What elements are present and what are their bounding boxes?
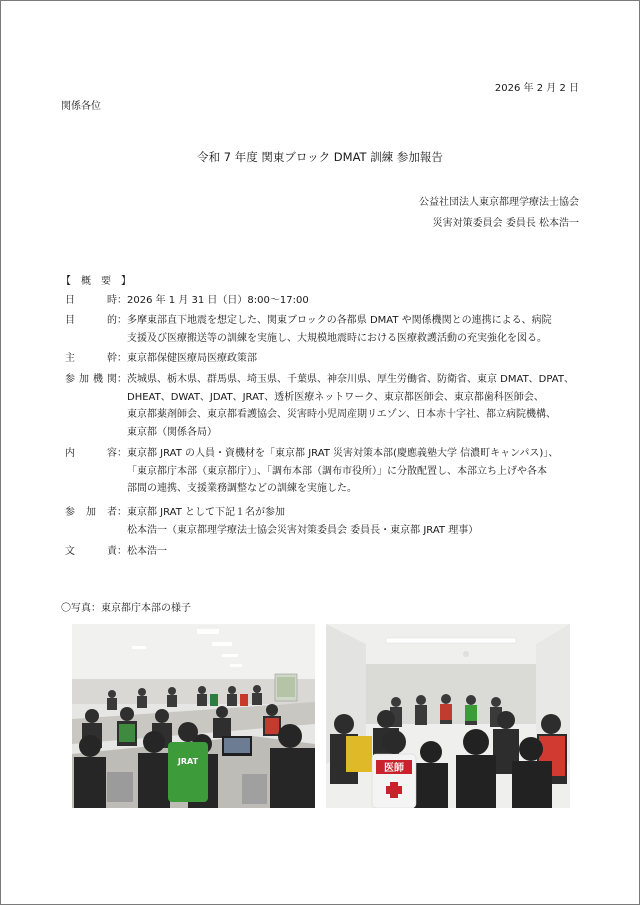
overview-row-participating-agencies xyxy=(61,371,586,441)
photo-headquarters-crowd xyxy=(326,624,570,808)
overview-row-participants xyxy=(61,504,586,539)
sender-organization: 公益社団法人東京都理学療法士協会 xyxy=(419,197,579,208)
row-label: 参加者 xyxy=(65,507,117,518)
document-title: 令和 7 年度 関東ブロック DMAT 訓練 参加報告 xyxy=(197,150,443,164)
overview-row-author-responsibility xyxy=(61,543,586,561)
vest-label-doctor: 医師 xyxy=(384,763,404,774)
row-value-line: 支援及び医療搬送等の訓練を実施し、大規模地震時における医療救護活動の充実強化を図る。 xyxy=(127,332,547,344)
row-colon: ： xyxy=(117,507,127,518)
row-value-line: 松本浩一 xyxy=(127,546,167,557)
row-colon: ： xyxy=(117,353,127,364)
addressee: 関係各位 xyxy=(61,101,101,112)
row-colon: ： xyxy=(117,448,127,459)
row-value-line: DHEAT、DWAT、JDAT、JRAT、透析医療ネットワーク、東京都医師会、東京都歯科医師会、 xyxy=(127,391,544,403)
row-label: 主幹 xyxy=(65,353,117,364)
headquarters-crowd-illustration xyxy=(326,624,570,808)
row-label: 参加機関 xyxy=(65,374,117,385)
row-value-line: 2026 年 1 月 31 日（日）8:00〜17:00 xyxy=(127,295,309,306)
row-colon: ： xyxy=(117,315,127,326)
row-label: 日時 xyxy=(65,295,117,306)
vest-label-jrat: JRAT xyxy=(177,757,199,766)
row-value-line: 「東京都庁本部（東京都庁）」、「調布本部（調布市役所）」に分散配置し、本部立ち上げや各本 xyxy=(127,465,547,477)
overview-row-purpose xyxy=(61,312,586,347)
overview-row-content xyxy=(61,445,586,498)
row-value-line: 東京都保健医療局医療政策部 xyxy=(127,353,257,364)
row-value-line: 東京都（関係各局） xyxy=(127,426,217,438)
row-colon: ： xyxy=(117,374,127,385)
row-value-line: 部間の連携、支援業務調整などの訓練を実施した。 xyxy=(127,483,357,494)
row-value-line: 東京都 JRAT として下記１名が参加 xyxy=(127,507,286,518)
sender-author: 災害対策委員会 委員長 松本浩一 xyxy=(432,218,579,229)
row-value-line: 茨城県、栃木県、群馬県、埼玉県、千葉県、神奈川県、厚生労働省、防衛省、東京 DMAT、DPAT、 xyxy=(127,374,574,385)
row-value-line: 多摩東部直下地震を想定した、関東ブロックの各都県 DMAT や関係機関との連携による、病院 xyxy=(127,315,552,326)
photo-caption: 〇写真：東京都庁本部の様子 xyxy=(61,603,191,614)
overview-heading: 【 概 要 】 xyxy=(61,276,131,287)
row-value-line: 東京都薬剤師会、東京都看護協会、災害時小児周産期リエゾン、日本赤十字社、都立病院機構、 xyxy=(127,409,556,420)
row-value-line: 東京都 JRAT の人員・資機材を「東京都 JRAT 災害対策本部(慶應義塾大学 信濃町キャンパス)」、 xyxy=(127,448,559,459)
photo-conference-room xyxy=(72,624,315,808)
row-label: 目的 xyxy=(65,315,117,326)
row-value-line: 松本浩一（東京都理学療法士協会災害対策委員会 委員長・東京都 JRAT 理事） xyxy=(127,524,479,536)
row-colon: ： xyxy=(117,295,127,306)
conference-room-illustration xyxy=(72,624,315,808)
row-label: 文責 xyxy=(65,546,117,557)
overview-row-host xyxy=(61,350,586,368)
row-label: 内容 xyxy=(65,448,117,459)
document-date: 2026 年 2 月 2 日 xyxy=(494,83,579,94)
row-colon: ： xyxy=(117,546,127,557)
overview-row-datetime xyxy=(61,292,586,310)
